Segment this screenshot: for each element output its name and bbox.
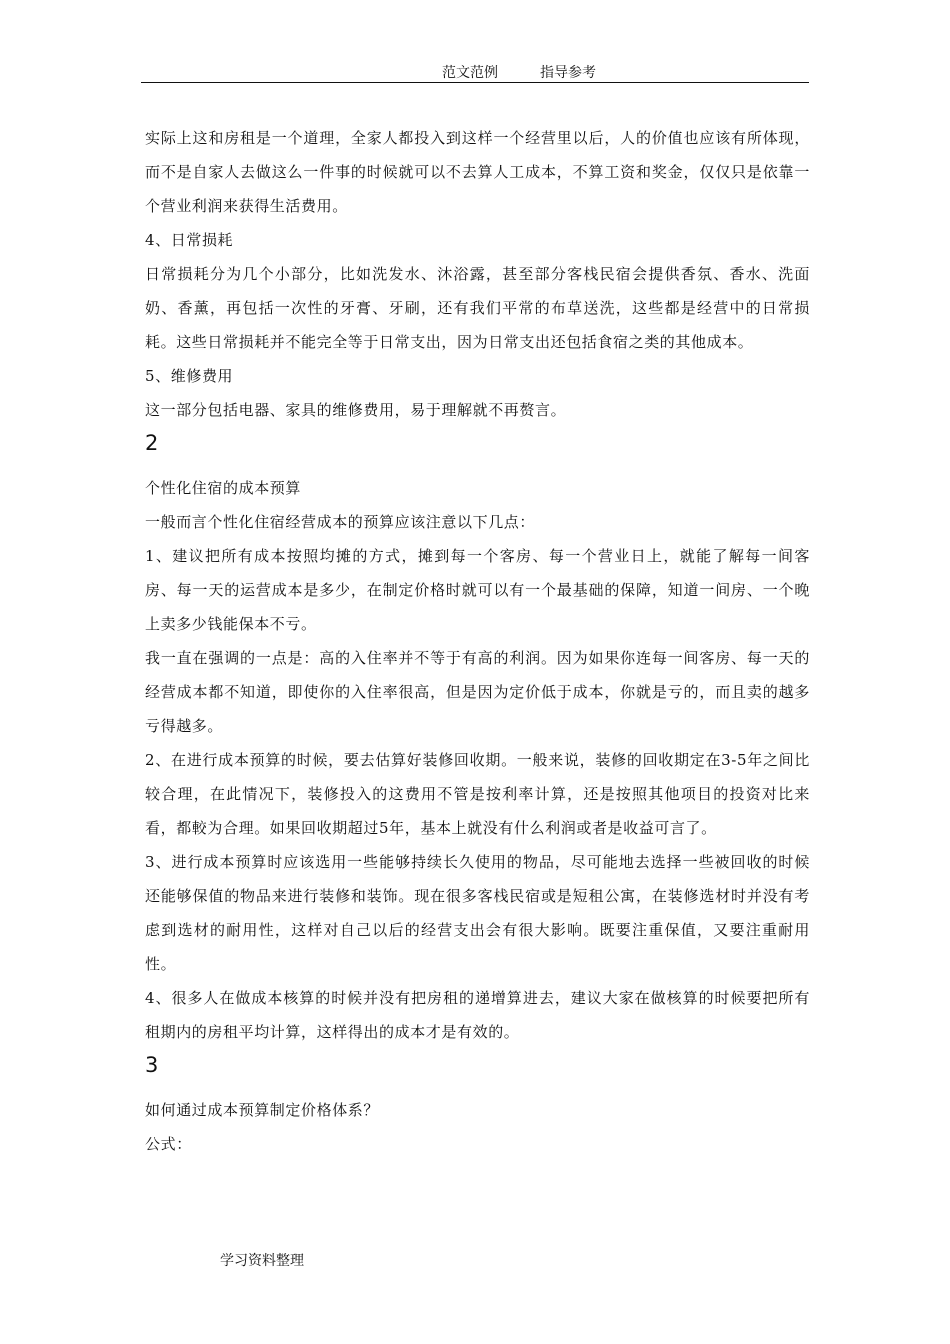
section-title-pricing: 如何通过成本预算制定价格体系？ (145, 1101, 380, 1119)
section-number-2: 2 (145, 431, 159, 455)
section-title-budget: 个性化住宿的成本预算 (145, 479, 302, 497)
paragraph-budget-intro: 一般而言个性化住宿经营成本的预算应该注意以下几点： (145, 513, 536, 531)
page-header (0, 58, 950, 82)
heading-daily-wear: 4、日常损耗 (145, 231, 234, 249)
paragraph-daily-wear: 日常损耗分为几个小部分，比如洗发水、沐浴露，甚至部分客栈民宿会提供香氛、香水、洗面奶、香薰，再包括一次性的牙膏、牙刷，还有我们平常的布草送洗，这些都是经营中的日常损耗。这些日常损耗并不能完全等于日常支出，因为日常支出还包括食宿之类的其他成本。 (145, 265, 810, 351)
paragraph-point-1: 1、建议把所有成本按照均摊的方式，摊到每一个客房、每一个营业日上，就能了解每一间客房、每一天的运营成本是多少，在制定价格时就可以有一个最基础的保障，知道一间房、一个晚上卖多少钱能保本不亏。 (145, 547, 810, 633)
paragraph-rent-analogy: 实际上这和房租是一个道理，全家人都投入到这样一个经营里以后，人的价值也应该有所体现，而不是自家人去做这么一件事的时候就可以不去算人工成本，不算工资和奖金，仅仅只是依靠一个营业利润来获得生活费用。 (145, 129, 810, 215)
section-number-3: 3 (145, 1053, 159, 1077)
header-left-text: 范文范例 (442, 65, 498, 81)
paragraph-formula-label: 公式： (145, 1135, 192, 1153)
paragraph-point-2: 2、在进行成本预算的时候，要去估算好装修回收期。一般来说，装修的回收期定在3-5年之间比较合理，在此情况下，装修投入的这费用不管是按利率计算，还是按照其他项目的投资对比来看，都較为合理。如果回收期超过5年，基本上就没有什么利润或者是收益可言了。 (145, 751, 810, 837)
paragraph-occupancy: 我一直在强调的一点是：高的入住率并不等于有高的利润。因为如果你连每一间客房、每一天的经营成本都不知道，即使你的入住率很高，但是因为定价低于成本，你就是亏的，而且卖的越多亏得越多。 (145, 649, 810, 735)
heading-maintenance: 5、维修费用 (145, 367, 234, 385)
paragraph-point-4: 4、很多人在做成本核算的时候并没有把房租的递增算进去，建议大家在做核算的时候要把所有租期内的房租平均计算，这样得出的成本才是有效的。 (145, 989, 810, 1041)
page-footer: 学习资料整理 (220, 1253, 304, 1269)
paragraph-maintenance: 这一部分包括电器、家具的维修费用，易于理解就不再赘言。 (145, 401, 567, 419)
paragraph-point-3: 3、进行成本预算时应该选用一些能够持续长久使用的物品，尽可能地去选择一些被回收的时候还能够保值的物品来进行装修和装饰。现在很多客栈民宿或是短租公寓，在装修选材时并没有考虑到选材的耐用性，这样对自己以后的经营支出会有很大影响。既要注重保值，又要注重耐用性。 (145, 853, 810, 973)
header-rule (141, 82, 809, 83)
document-body (145, 121, 810, 1161)
header-right-text: 指导参考 (540, 65, 596, 81)
